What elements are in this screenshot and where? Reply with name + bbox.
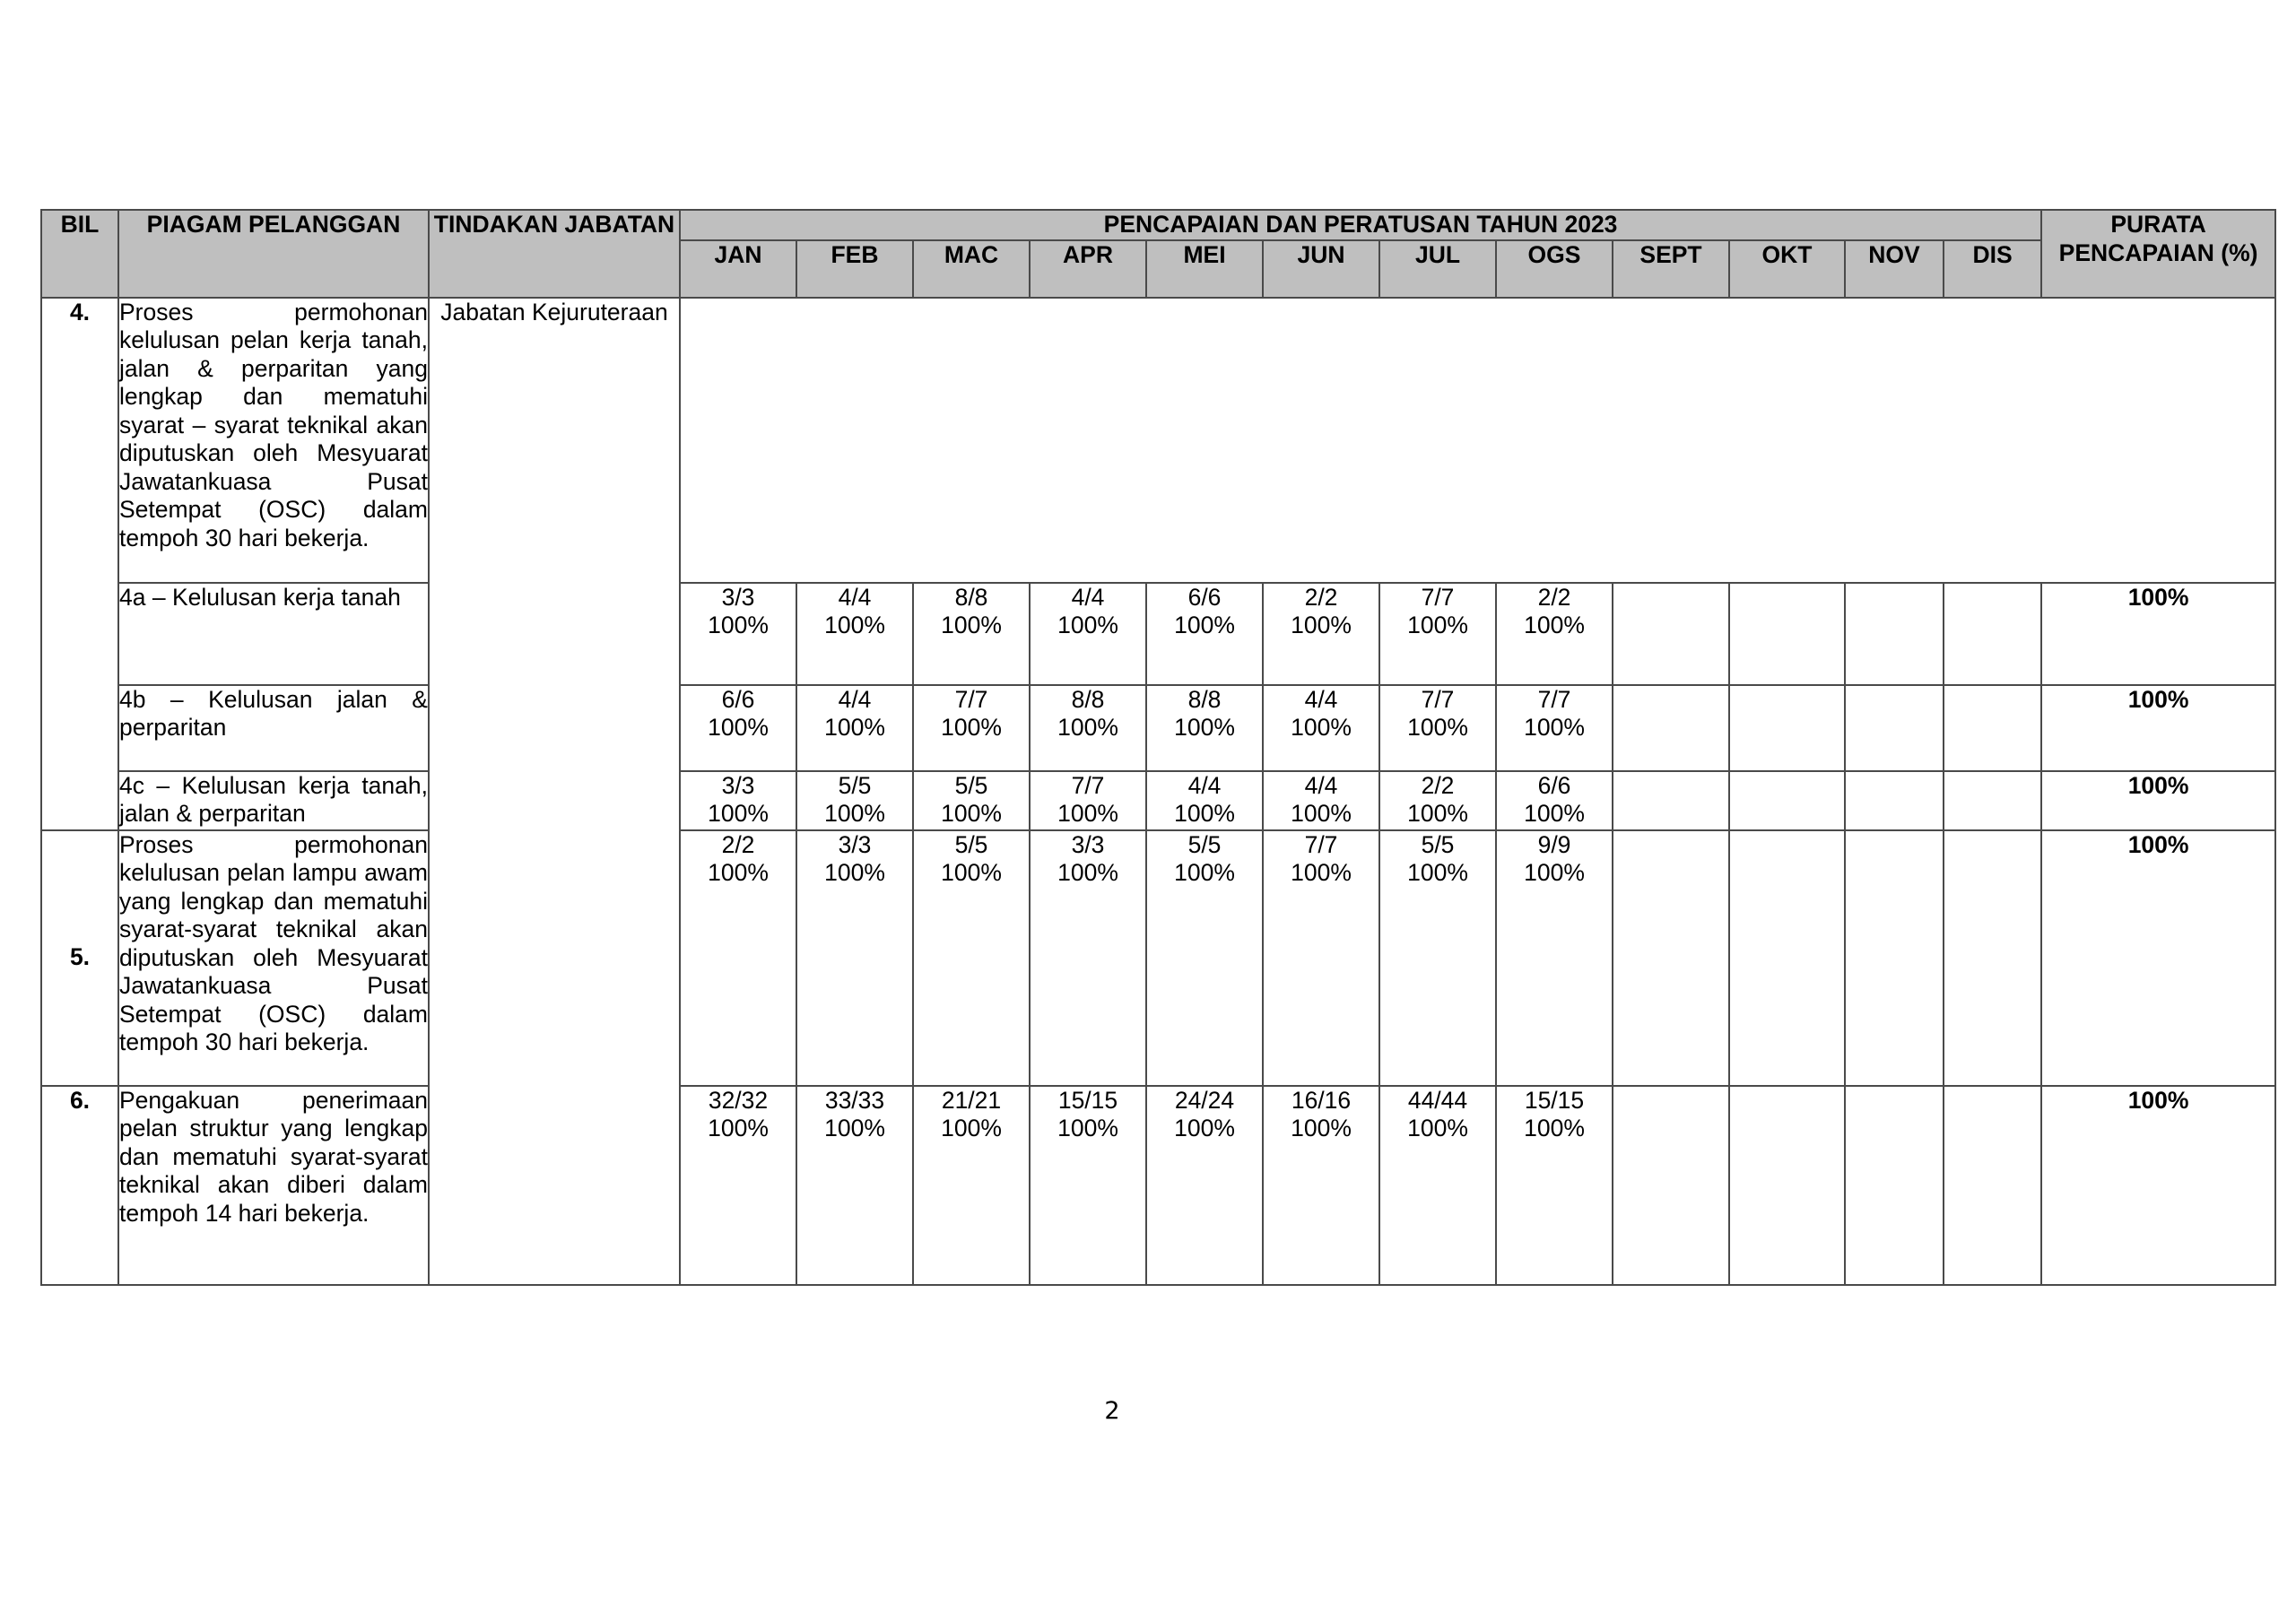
page-number: 2 — [1104, 1397, 1120, 1425]
value-count: 2/2 — [1304, 583, 1338, 611]
value-count: 24/24 — [1174, 1086, 1235, 1114]
value-count: 8/8 — [954, 583, 988, 611]
value-cell — [680, 1086, 796, 1285]
value-cell — [1030, 685, 1146, 771]
empty-cell — [1944, 685, 2041, 771]
value-cell — [1030, 583, 1146, 685]
month-header-nov: NOV — [1845, 240, 1944, 298]
empty-cell — [1845, 830, 1944, 1086]
month-header-feb: FEB — [796, 240, 913, 298]
value-cell — [1146, 1086, 1263, 1285]
value-cell — [913, 771, 1030, 830]
value-percent: 100% — [1057, 800, 1118, 827]
empty-cell — [1613, 583, 1729, 685]
value-count: 15/15 — [1057, 1086, 1118, 1114]
value-percent: 100% — [1057, 612, 1118, 638]
value-percent: 100% — [1174, 612, 1235, 638]
department-name: Jabatan Kejuruteraan — [440, 298, 668, 325]
charter-description: 4a – Kelulusan kerja tanah — [118, 583, 429, 685]
header-piagam: PIAGAM PELANGGAN — [118, 210, 429, 298]
value-cell — [1263, 583, 1379, 685]
value-cell — [1263, 1086, 1379, 1285]
charter-description: Pengakuan penerimaan pelan struktur yang lengkap dan mematuhi syarat-syarat teknikal akan diberi dalam tempoh 14 hari bekerja. — [118, 1086, 429, 1285]
value-cell — [796, 583, 913, 685]
value-count: 7/7 — [1304, 830, 1338, 858]
empty-cell — [1729, 685, 1845, 771]
empty-cell — [1944, 771, 2041, 830]
month-header-apr: APR — [1030, 240, 1146, 298]
value-count: 5/5 — [954, 771, 988, 799]
value-count: 7/7 — [1421, 685, 1455, 713]
empty-cell — [1729, 1086, 1845, 1285]
value-count: 16/16 — [1291, 1086, 1352, 1114]
value-count: 6/6 — [721, 685, 755, 713]
value-percent: 100% — [941, 800, 1002, 827]
month-header-mei: MEI — [1146, 240, 1263, 298]
value-percent: 100% — [1174, 800, 1235, 827]
value-cell — [1030, 830, 1146, 1086]
charter-description: Proses permohonan kelulusan pelan kerja tanah, jalan & perparitan yang lengkap dan mematuhi syarat – syarat teknikal akan diputuskan oleh Mesyuarat Jawatankuasa Pusat Setempat (OSC) dalam tempoh 30 hari bekerja. — [118, 298, 429, 583]
value-cell — [1496, 771, 1613, 830]
month-header-ogs: OGS — [1496, 240, 1613, 298]
value-percent: 100% — [1524, 612, 1585, 638]
month-header-okt: OKT — [1729, 240, 1845, 298]
value-cell — [796, 830, 913, 1086]
value-cell — [680, 583, 796, 685]
empty-cell — [1944, 1086, 2041, 1285]
charter-table — [40, 209, 2276, 1286]
value-cell — [796, 1086, 913, 1285]
value-count: 32/32 — [708, 1086, 769, 1114]
average-cell: 100% — [2041, 1086, 2275, 1285]
value-percent: 100% — [1174, 714, 1235, 741]
empty-cell — [1845, 771, 1944, 830]
header-purata: PURATA PENCAPAIAN (%) — [2041, 210, 2275, 298]
value-percent: 100% — [1057, 1115, 1118, 1141]
value-count: 5/5 — [1421, 830, 1455, 858]
value-cell — [1496, 685, 1613, 771]
value-count: 44/44 — [1407, 1086, 1468, 1114]
charter-description: 4b – Kelulusan jalan & perparitan — [118, 685, 429, 771]
value-count: 5/5 — [1187, 830, 1222, 858]
header-pencapaian: PENCAPAIAN DAN PERATUSAN TAHUN 2023 — [680, 210, 2041, 240]
value-count: 4/4 — [838, 583, 872, 611]
value-count: 2/2 — [1421, 771, 1455, 799]
value-cell — [1379, 1086, 1496, 1285]
value-cell — [1146, 771, 1263, 830]
row-number: 5. — [41, 830, 118, 1086]
department-cell — [429, 298, 680, 1285]
value-cell — [1496, 830, 1613, 1086]
value-percent: 100% — [708, 612, 769, 638]
value-percent: 100% — [824, 859, 885, 886]
table-row — [41, 583, 2275, 685]
average-cell: 100% — [2041, 830, 2275, 1086]
value-count: 8/8 — [1071, 685, 1105, 713]
table-row — [41, 685, 2275, 771]
value-percent: 100% — [1291, 714, 1352, 741]
value-cell — [1379, 771, 1496, 830]
value-cell — [1379, 685, 1496, 771]
value-percent: 100% — [824, 714, 885, 741]
value-percent: 100% — [941, 859, 1002, 886]
value-count: 2/2 — [1537, 583, 1571, 611]
value-percent: 100% — [1524, 859, 1585, 886]
value-percent: 100% — [824, 612, 885, 638]
value-percent: 100% — [1174, 1115, 1235, 1141]
average-cell: 100% — [2041, 771, 2275, 830]
value-cell — [1379, 830, 1496, 1086]
value-cell — [1379, 583, 1496, 685]
value-cell — [796, 771, 913, 830]
value-count: 7/7 — [954, 685, 988, 713]
value-percent: 100% — [1524, 714, 1585, 741]
value-cell — [680, 771, 796, 830]
value-count: 3/3 — [721, 771, 755, 799]
value-percent: 100% — [1524, 1115, 1585, 1141]
value-count: 5/5 — [838, 771, 872, 799]
value-cell — [1263, 685, 1379, 771]
value-count: 9/9 — [1537, 830, 1571, 858]
header-bil: BIL — [41, 210, 118, 298]
value-count: 8/8 — [1187, 685, 1222, 713]
value-cell — [1496, 583, 1613, 685]
empty-cell — [1845, 583, 1944, 685]
table-row — [41, 830, 2275, 1086]
empty-cell — [1729, 583, 1845, 685]
value-percent: 100% — [708, 800, 769, 827]
value-percent: 100% — [1291, 1115, 1352, 1141]
month-header-mac: MAC — [913, 240, 1030, 298]
value-percent: 100% — [941, 1115, 1002, 1141]
value-percent: 100% — [708, 714, 769, 741]
empty-cell — [1613, 685, 1729, 771]
value-count: 4/4 — [1187, 771, 1222, 799]
empty-cell — [1944, 583, 2041, 685]
value-count: 6/6 — [1187, 583, 1222, 611]
charter-description: 4c – Kelulusan kerja tanah, jalan & perparitan — [118, 771, 429, 830]
empty-cell — [1729, 771, 1845, 830]
value-percent: 100% — [1057, 714, 1118, 741]
value-percent: 100% — [1524, 800, 1585, 827]
value-count: 5/5 — [954, 830, 988, 858]
month-header-jan: JAN — [680, 240, 796, 298]
month-header-dis: DIS — [1944, 240, 2041, 298]
value-count: 4/4 — [1071, 583, 1105, 611]
empty-cell — [1845, 685, 1944, 771]
average-cell: 100% — [2041, 685, 2275, 771]
value-cell — [1030, 1086, 1146, 1285]
value-cell — [680, 685, 796, 771]
value-count: 4/4 — [1304, 685, 1338, 713]
value-percent: 100% — [1407, 612, 1468, 638]
row-number: 6. — [41, 1086, 118, 1285]
value-count: 3/3 — [1071, 830, 1105, 858]
value-percent: 100% — [708, 859, 769, 886]
empty-cell — [680, 298, 2275, 583]
value-cell — [1263, 771, 1379, 830]
value-cell — [1146, 583, 1263, 685]
value-count: 3/3 — [838, 830, 872, 858]
value-count: 4/4 — [1304, 771, 1338, 799]
value-percent: 100% — [1407, 800, 1468, 827]
empty-cell — [1729, 830, 1845, 1086]
month-header-jun: JUN — [1263, 240, 1379, 298]
table-row — [41, 1086, 2275, 1285]
value-cell — [1263, 830, 1379, 1086]
value-percent: 100% — [708, 1115, 769, 1141]
value-percent: 100% — [1407, 1115, 1468, 1141]
value-cell — [913, 583, 1030, 685]
value-count: 21/21 — [941, 1086, 1002, 1114]
value-percent: 100% — [1057, 859, 1118, 886]
empty-cell — [1613, 830, 1729, 1086]
value-percent: 100% — [1174, 859, 1235, 886]
value-cell — [913, 830, 1030, 1086]
value-cell — [1146, 830, 1263, 1086]
value-cell — [796, 685, 913, 771]
value-count: 3/3 — [721, 583, 755, 611]
value-percent: 100% — [1291, 612, 1352, 638]
value-count: 15/15 — [1524, 1086, 1585, 1114]
table-row — [41, 298, 2275, 583]
value-count: 4/4 — [838, 685, 872, 713]
value-percent: 100% — [941, 714, 1002, 741]
value-count: 7/7 — [1537, 685, 1571, 713]
value-percent: 100% — [1407, 859, 1468, 886]
value-cell — [913, 685, 1030, 771]
average-cell: 100% — [2041, 583, 2275, 685]
empty-cell — [1845, 1086, 1944, 1285]
value-count: 7/7 — [1071, 771, 1105, 799]
header-tindakan: TINDAKAN JABATAN — [429, 210, 680, 298]
value-count: 2/2 — [721, 830, 755, 858]
value-cell — [1146, 685, 1263, 771]
month-header-sept: SEPT — [1613, 240, 1729, 298]
value-percent: 100% — [941, 612, 1002, 638]
value-percent: 100% — [824, 1115, 885, 1141]
table-row — [41, 771, 2275, 830]
value-percent: 100% — [1407, 714, 1468, 741]
value-percent: 100% — [1291, 800, 1352, 827]
month-header-jul: JUL — [1379, 240, 1496, 298]
row-number: 4. — [41, 298, 118, 830]
value-cell — [1030, 771, 1146, 830]
charter-description: Proses permohonan kelulusan pelan lampu awam yang lengkap dan mematuhi syarat-syarat teknikal akan diputuskan oleh Mesyuarat Jawatankuasa Pusat Setempat (OSC) dalam tempoh 30 hari bekerja. — [118, 830, 429, 1086]
empty-cell — [1613, 771, 1729, 830]
value-cell — [1496, 1086, 1613, 1285]
value-count: 6/6 — [1537, 771, 1571, 799]
value-percent: 100% — [824, 800, 885, 827]
value-percent: 100% — [1291, 859, 1352, 886]
value-cell — [680, 830, 796, 1086]
empty-cell — [1944, 830, 2041, 1086]
value-count: 33/33 — [824, 1086, 885, 1114]
empty-cell — [1613, 1086, 1729, 1285]
value-count: 7/7 — [1421, 583, 1455, 611]
value-cell — [913, 1086, 1030, 1285]
